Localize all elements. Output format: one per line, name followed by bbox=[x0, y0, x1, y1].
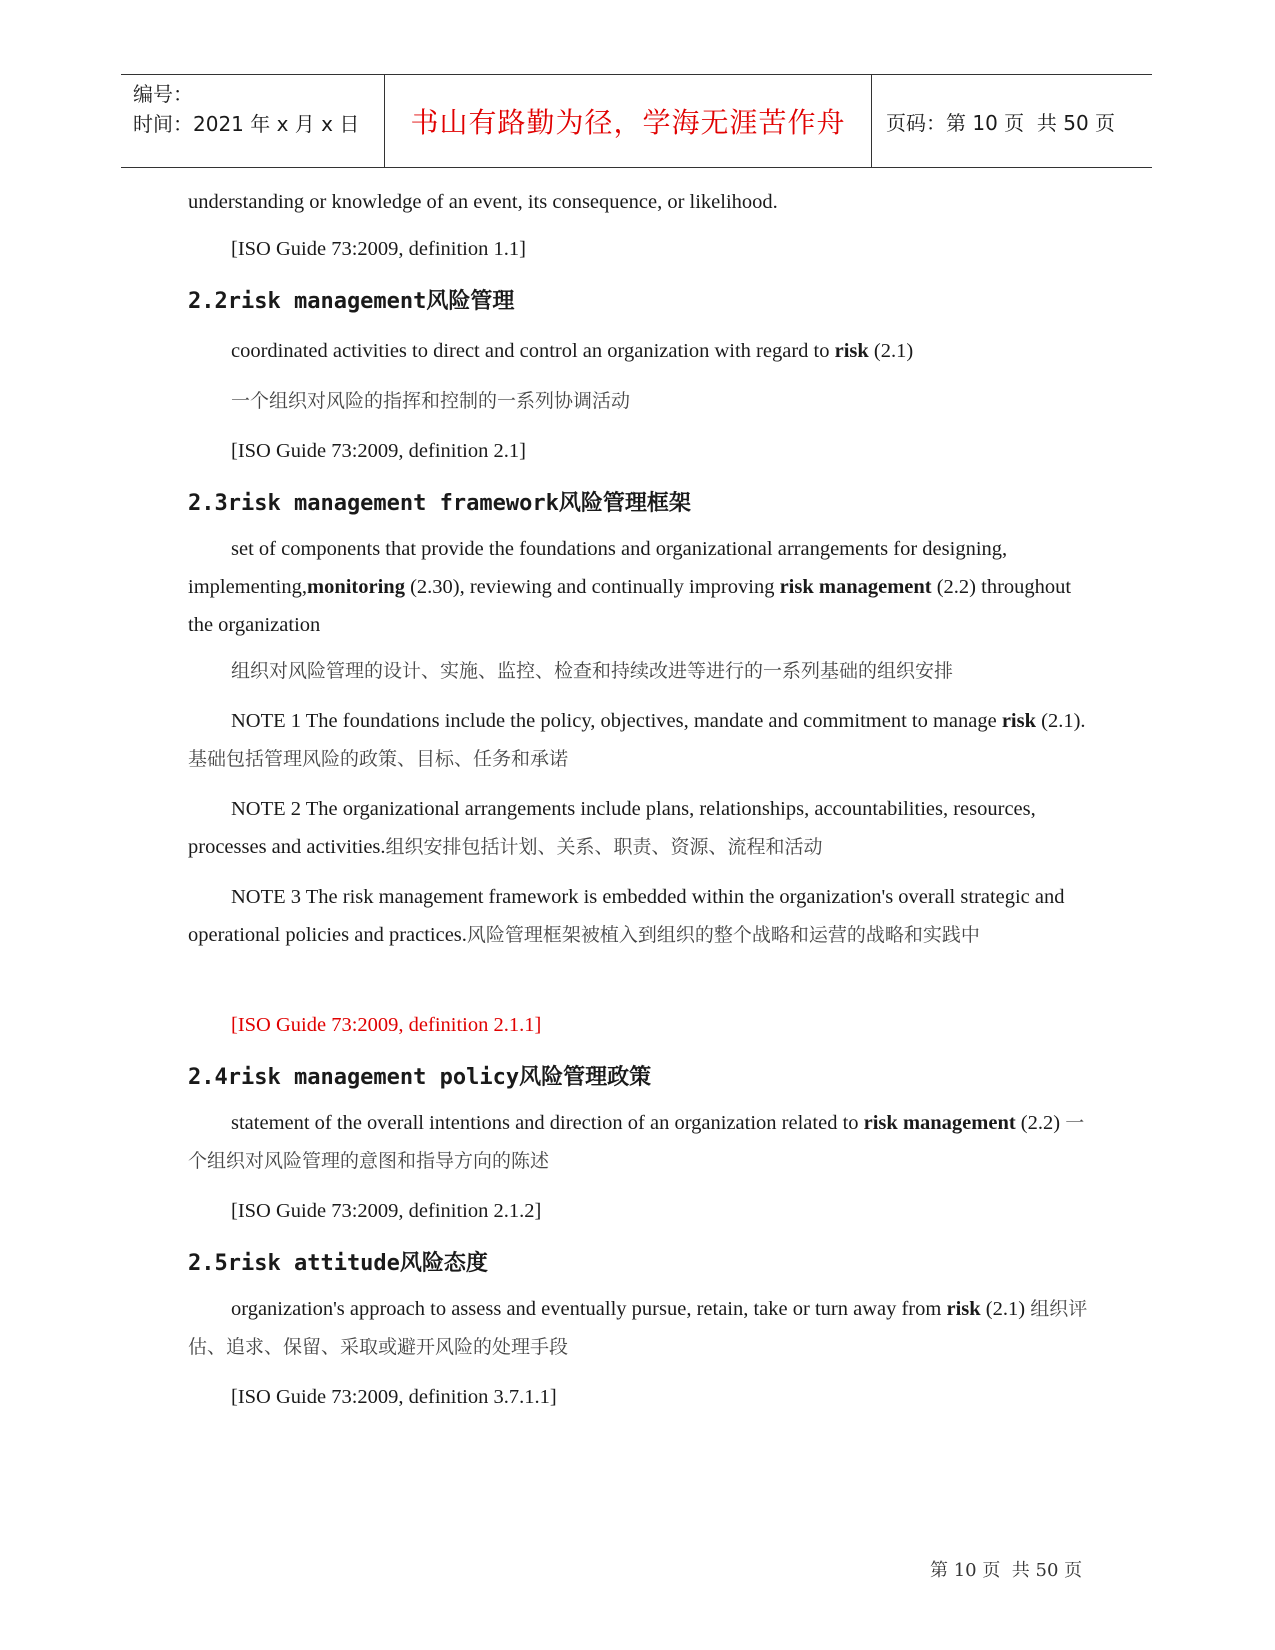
heading-code: 2.4risk management policy bbox=[188, 1065, 520, 1090]
heading-cn: 风险管理政策 bbox=[519, 1065, 652, 1090]
section-heading-2-4 bbox=[188, 1062, 651, 1093]
reference-text: [ISO Guide 73:2009, definition 2.1.1] bbox=[231, 1014, 542, 1036]
note-3 bbox=[188, 878, 1098, 954]
document-number-label: 编号： bbox=[133, 82, 193, 106]
reference-text: [ISO Guide 73:2009, definition 2.1] bbox=[231, 440, 526, 462]
note-2 bbox=[188, 790, 1098, 866]
definition-text: statement of the overall intentions and direction of an organization related to bbox=[231, 1112, 864, 1134]
definition-2-2-en bbox=[188, 332, 1098, 370]
reference-1-1 bbox=[188, 230, 1098, 268]
term-ref-risk-management: risk management bbox=[779, 576, 932, 598]
header-page-cell bbox=[872, 75, 1152, 167]
reference-2-1 bbox=[188, 432, 1098, 470]
section-heading-2-3 bbox=[188, 488, 691, 519]
header-motto: 书山有路勤为径，学海无涯苦作舟 bbox=[410, 106, 846, 139]
note-text: NOTE 2 The organizational arrangements include plans, relationships, accountabilities, resources, processes and activities. bbox=[188, 798, 1036, 858]
term-ref-risk: risk bbox=[834, 340, 869, 362]
definition-2-5 bbox=[188, 1290, 1098, 1366]
note-text: (2.1). bbox=[1036, 710, 1086, 732]
term-ref-monitoring: monitoring bbox=[307, 576, 405, 598]
definition-2-3-cn bbox=[188, 652, 1098, 690]
heading-code: 2.2risk management bbox=[188, 289, 427, 314]
definition-text: organization's approach to assess and eventually pursue, retain, take or turn away from bbox=[231, 1298, 947, 1320]
document-time-label: 时间：2021 年 x 月 x 日 bbox=[133, 112, 360, 136]
reference-2-1-2 bbox=[188, 1192, 1098, 1230]
reference-3-7-1-1 bbox=[188, 1378, 1098, 1416]
reference-text: [ISO Guide 73:2009, definition 3.7.1.1] bbox=[231, 1386, 557, 1408]
heading-code: 2.3risk management framework bbox=[188, 491, 559, 516]
heading-cn: 风险管理 bbox=[426, 289, 515, 314]
paragraph-text: understanding or knowledge of an event, its consequence, or likelihood. bbox=[188, 191, 778, 213]
heading-code: 2.5risk attitude bbox=[188, 1251, 400, 1276]
note-cn-text: 组织安排包括计划、关系、职责、资源、流程和活动 bbox=[385, 836, 823, 858]
term-ref-risk: risk bbox=[946, 1298, 981, 1320]
heading-cn: 风险态度 bbox=[399, 1251, 488, 1276]
definition-text: (2.2) throughout the organization bbox=[188, 576, 1072, 636]
definition-text: (2.30), reviewing and continually improving bbox=[404, 576, 780, 598]
definition-2-4 bbox=[188, 1104, 1098, 1180]
definition-text: coordinated activities to direct and control an organization with regard to bbox=[231, 340, 835, 362]
note-text: NOTE 1 The foundations include the policy, objectives, mandate and commitment to manage bbox=[231, 710, 1002, 732]
heading-cn: 风险管理框架 bbox=[558, 491, 691, 516]
note-cn-text: 基础包括管理风险的政策、目标、任务和承诺 bbox=[188, 748, 569, 770]
term-ref-risk: risk bbox=[1001, 710, 1037, 732]
note-1 bbox=[188, 702, 1098, 778]
section-heading-2-2 bbox=[188, 286, 514, 317]
note-text: NOTE 3 The risk management framework is embedded within the organization's overall strategic and operational policies and practices. bbox=[188, 886, 1065, 946]
term-ref-risk-management: risk management bbox=[863, 1112, 1016, 1134]
term-ref-number: (2.1) bbox=[868, 340, 914, 362]
paragraph-definition-end bbox=[188, 183, 1098, 221]
definition-text: set of components that provide the foundations and organizational arrangements for designing, implementing, bbox=[188, 538, 1008, 598]
reference-2-1-1 bbox=[188, 1006, 1098, 1044]
header-meta-cell bbox=[121, 75, 385, 167]
header-motto-cell bbox=[385, 75, 872, 167]
document-header bbox=[121, 74, 1152, 168]
header-page-info: 页码：第 10 页 共 50 页 bbox=[886, 110, 1116, 135]
definition-2-2-cn bbox=[188, 382, 1098, 420]
note-cn-text: 风险管理框架被植入到组织的整个战略和运营的战略和实践中 bbox=[466, 924, 980, 946]
definition-cn-text: 一个组织对风险的指挥和控制的一系列协调活动 bbox=[231, 390, 631, 412]
definition-cn-text: 一个组织对风险管理的意图和指导方向的陈述 bbox=[188, 1112, 1085, 1172]
reference-text: [ISO Guide 73:2009, definition 2.1.2] bbox=[231, 1200, 542, 1222]
section-heading-2-5 bbox=[188, 1248, 488, 1279]
definition-2-3-en bbox=[188, 530, 1098, 644]
page-footer: 第 10 页 共 50 页 bbox=[930, 1560, 1083, 1581]
reference-text: [ISO Guide 73:2009, definition 1.1] bbox=[231, 238, 526, 260]
definition-cn-text: 组织对风险管理的设计、实施、监控、检查和持续改进等进行的一系列基础的组织安排 bbox=[231, 660, 954, 682]
term-ref-number: (2.1) bbox=[980, 1298, 1031, 1320]
definition-cn-text: 组织评估、追求、保留、采取或避开风险的处理手段 bbox=[188, 1298, 1088, 1358]
term-ref-number: (2.2) bbox=[1015, 1112, 1066, 1134]
